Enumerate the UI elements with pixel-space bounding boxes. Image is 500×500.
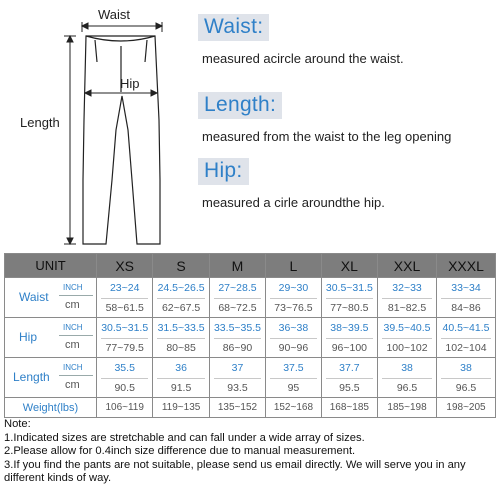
waist-diagram-label: Waist xyxy=(98,7,131,22)
size-chart-table xyxy=(4,253,496,418)
hip-definition xyxy=(198,158,385,210)
inch-value: 24.5~26.5 xyxy=(157,282,205,294)
size-header: XXXL xyxy=(437,254,496,278)
measure-label-cell xyxy=(5,358,97,398)
cm-value: 91.5 xyxy=(157,378,204,397)
cm-value: 77~79.5 xyxy=(101,338,148,357)
size-header: M xyxy=(209,254,265,278)
table-cell xyxy=(321,358,377,398)
table-cell xyxy=(97,318,153,358)
unit-divider xyxy=(59,295,93,296)
waist-definition-text: measured acircle around the waist. xyxy=(202,51,404,66)
table-cell xyxy=(321,318,377,358)
table-cell xyxy=(209,278,265,318)
inch-value: 27~28.5 xyxy=(218,282,257,294)
waist-definition xyxy=(198,14,404,66)
weight-value: 119~135 xyxy=(153,398,209,418)
inch-value: 38 xyxy=(401,362,413,374)
cm-value: 90.5 xyxy=(101,378,148,397)
unit-divider xyxy=(59,375,93,376)
size-header: XS xyxy=(97,254,153,278)
cm-value: 84~86 xyxy=(441,298,491,317)
size-header: XXL xyxy=(378,254,437,278)
hip-definition-text: measured a cirle aroundthe hip. xyxy=(202,195,385,210)
inch-value: 36~38 xyxy=(278,322,309,334)
table-cell xyxy=(378,358,437,398)
pants-outline xyxy=(83,36,160,244)
cm-value: 96.5 xyxy=(382,378,432,397)
inch-value: 32~33 xyxy=(392,282,422,294)
unit-header: UNIT xyxy=(5,254,97,278)
table-cell xyxy=(321,278,377,318)
note-item: 2.Please allow for 0.4inch size difference due to manual measurement. xyxy=(4,445,356,458)
notes-heading: Note: xyxy=(4,418,31,430)
measure-name: Length xyxy=(13,370,50,384)
cm-value: 58~61.5 xyxy=(101,298,148,317)
inch-value: 36 xyxy=(175,362,187,374)
length-diagram-label: Length xyxy=(20,115,60,130)
length-definition-title: Length: xyxy=(198,92,282,119)
size-header: S xyxy=(153,254,209,278)
weight-value: 168~185 xyxy=(321,398,377,418)
cm-value: 68~72.5 xyxy=(214,298,261,317)
cm-value: 102~104 xyxy=(441,338,491,357)
weight-value: 106~119 xyxy=(97,398,153,418)
length-measure-arrow xyxy=(64,36,76,244)
inch-value: 30.5~31.5 xyxy=(101,322,149,334)
weight-label: Weight(lbs) xyxy=(5,398,97,418)
inch-value: 37.7 xyxy=(339,362,360,374)
inch-value: 40.5~41.5 xyxy=(442,322,490,334)
measure-name: Waist xyxy=(19,290,49,304)
inch-value: 31.5~33.5 xyxy=(157,322,205,334)
measure-label-cell xyxy=(5,278,97,318)
inch-unit: INCH xyxy=(63,363,83,372)
table-cell xyxy=(378,318,437,358)
table-cell xyxy=(153,358,209,398)
inch-value: 30.5~31.5 xyxy=(325,282,373,294)
size-header: L xyxy=(266,254,322,278)
hip-definition-title: Hip: xyxy=(198,158,249,185)
table-cell xyxy=(378,278,437,318)
cm-value: 77~80.5 xyxy=(326,298,373,317)
table-cell xyxy=(266,318,322,358)
measure-name: Hip xyxy=(19,330,38,344)
waist-measure-arrow xyxy=(82,22,162,32)
inch-value: 33~34 xyxy=(451,282,481,294)
table-cell xyxy=(153,278,209,318)
note-item: 1.Indicated sizes are stretchable and can fall under a wide array of sizes. xyxy=(4,431,365,444)
table-header-row xyxy=(5,254,496,278)
table-cell xyxy=(437,318,496,358)
inch-unit: INCH xyxy=(63,323,83,332)
cm-value: 90~96 xyxy=(270,338,317,357)
cm-value: 100~102 xyxy=(382,338,432,357)
measure-label-cell xyxy=(5,318,97,358)
cm-value: 93.5 xyxy=(214,378,261,397)
inch-value: 33.5~35.5 xyxy=(213,322,261,334)
weight-value: 198~205 xyxy=(437,398,496,418)
table-row xyxy=(5,398,496,418)
table-row xyxy=(5,278,496,318)
table-cell xyxy=(266,278,322,318)
cm-value: 86~90 xyxy=(214,338,261,357)
weight-value: 135~152 xyxy=(209,398,265,418)
cm-value: 96.5 xyxy=(441,378,491,397)
waist-definition-title: Waist: xyxy=(198,14,269,41)
table-cell xyxy=(97,278,153,318)
cm-value: 81~82.5 xyxy=(382,298,432,317)
cm-unit: cm xyxy=(65,339,80,351)
inch-value: 37 xyxy=(231,362,244,374)
table-cell xyxy=(437,278,496,318)
table-row xyxy=(5,358,496,398)
table-cell xyxy=(209,358,265,398)
cm-value: 95.5 xyxy=(326,378,373,397)
length-definition-text: measured from the waist to the leg opening xyxy=(202,129,452,144)
cm-value: 73~76.5 xyxy=(270,298,317,317)
cm-value: 80~85 xyxy=(157,338,204,357)
cm-unit: cm xyxy=(65,299,80,311)
unit-divider xyxy=(59,335,93,336)
weight-value: 152~168 xyxy=(266,398,322,418)
table-row xyxy=(5,318,496,358)
cm-unit: cm xyxy=(65,379,80,391)
table-cell xyxy=(153,318,209,358)
inch-value: 37.5 xyxy=(283,362,304,374)
inch-unit: INCH xyxy=(63,283,83,292)
table-cell xyxy=(97,358,153,398)
size-header: XL xyxy=(321,254,377,278)
note-item: 3.If you find the pants are not suitable, please send us email directly. We will serve you in any different kinds of way. xyxy=(4,458,466,485)
cm-value: 62~67.5 xyxy=(157,298,204,317)
inch-value: 38 xyxy=(460,362,472,374)
table-cell xyxy=(209,318,265,358)
length-definition xyxy=(198,92,451,144)
cm-value: 95 xyxy=(270,378,317,397)
table-cell xyxy=(437,358,496,398)
inch-value: 39.5~40.5 xyxy=(383,322,431,334)
inch-value: 23~24 xyxy=(109,282,140,294)
weight-value: 185~198 xyxy=(378,398,437,418)
inch-value: 38~39.5 xyxy=(330,322,369,334)
cm-value: 96~100 xyxy=(326,338,373,357)
inch-value: 29~30 xyxy=(278,282,309,294)
notes-section xyxy=(4,418,498,486)
hip-diagram-label: Hip xyxy=(120,76,140,91)
table-cell xyxy=(266,358,322,398)
inch-value: 35.5 xyxy=(114,362,135,374)
